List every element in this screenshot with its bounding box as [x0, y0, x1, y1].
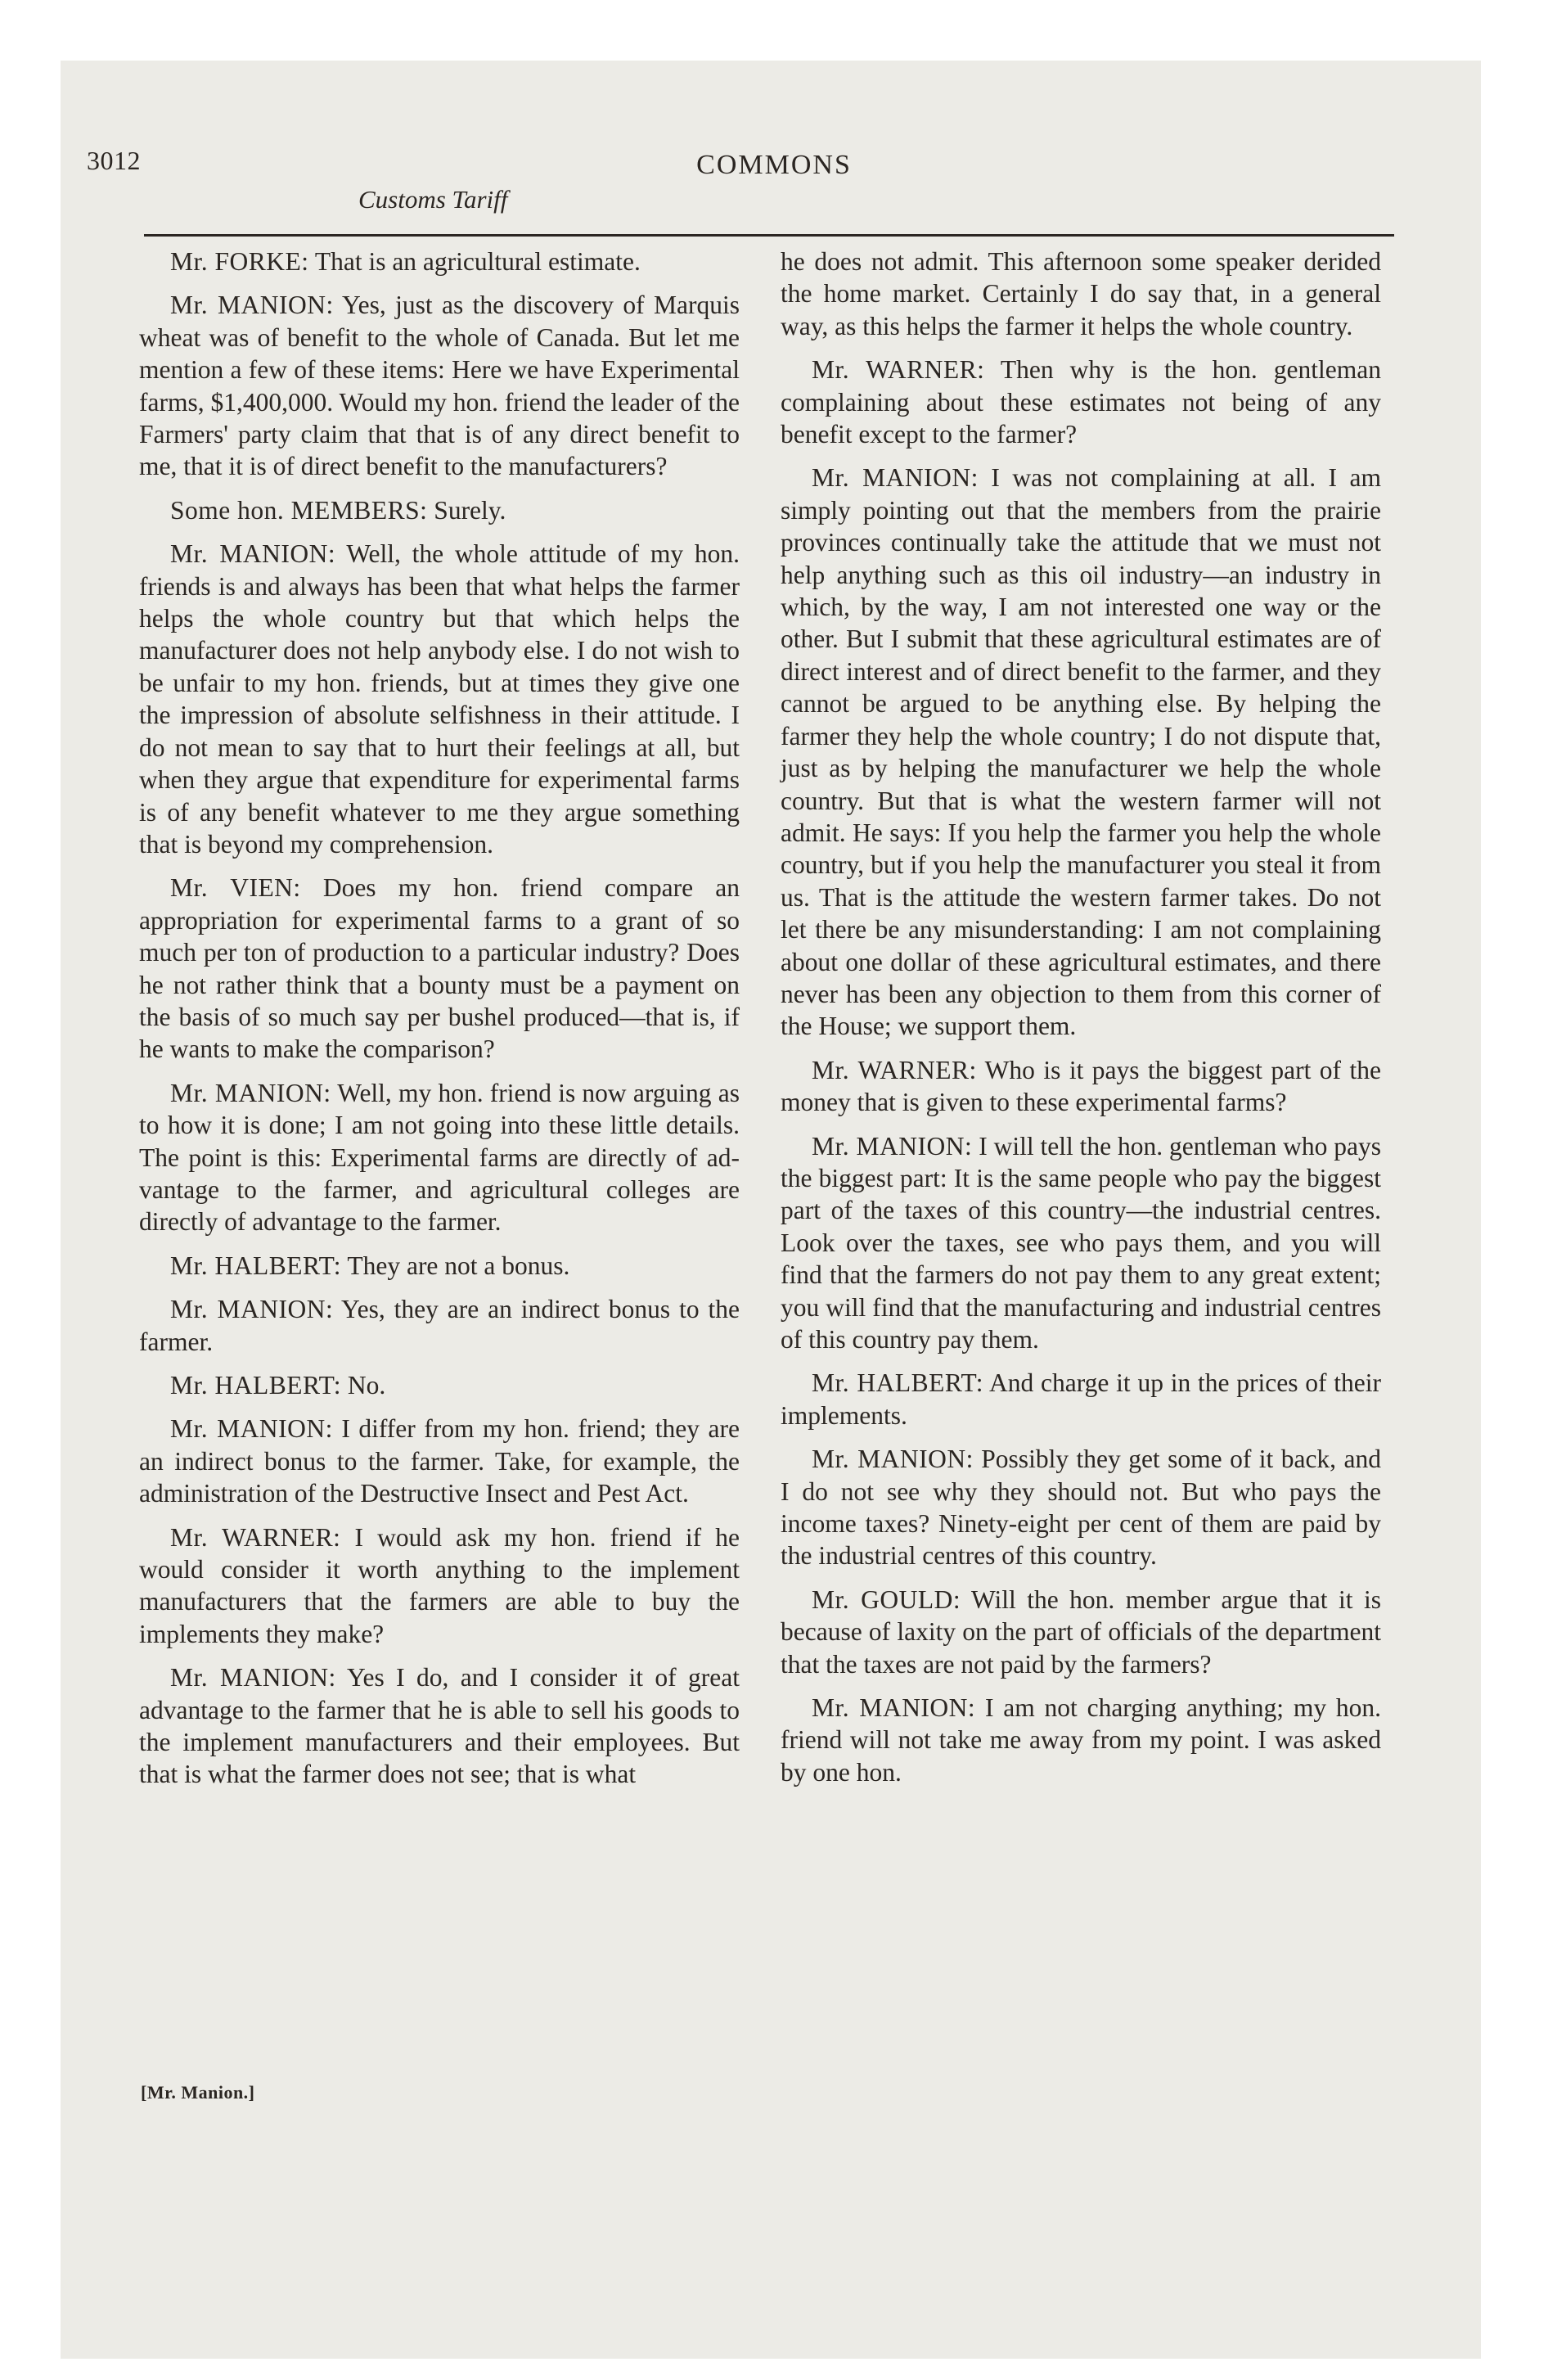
- speaker-name: Mr. MANION:: [170, 1663, 336, 1693]
- running-head: Customs Tariff: [358, 185, 508, 214]
- speaker-name: Mr. MANION:: [170, 1078, 331, 1107]
- speech-paragraph: [781, 1367, 1381, 1431]
- speech-text: Well, my hon. friend is now arguing as to how it is done; I am not going into these little details. The point is this: Experimental farms are directly of advantage to the farmer, and agricultural colleges are directly of advantage to the farmer.: [139, 1078, 740, 1237]
- speech-paragraph: [139, 1521, 740, 1651]
- footer-note: [Mr. Manion.]: [141, 2082, 255, 2103]
- speech-text: And charge it up in the prices of their implements.: [781, 1368, 1382, 1430]
- speech-paragraph: [139, 1661, 740, 1791]
- speech-text: I would ask my hon. friend if he would consider it worth anything to the implement manufacturers that the farmers are able to buy the implements they make?: [139, 1522, 740, 1648]
- speech-text: I will tell the hon. gentleman who pays the biggest part: It is the same people who pay the biggest part of the taxes of this country—the industrial centres. Look over the taxes, see who pays them, and you will find that the farmers do not pay them to any great extent; you will find that the manufacturing and industrial centres of this country pay them.: [781, 1131, 1381, 1354]
- speaker-name: Mr. MANION:: [170, 539, 336, 569]
- speech-text: I was not complaining at all. I am simply pointing out that the members from the prairie provinces continually take the attitude that we must not help anything such as this oil industry—an industry in which, by the way, I am not interested one way or the other. But I submit that these agricultural estimates are of direct interest and of direct benefit to the farmer, and they cannot be argued to be anything else. By helping the farmer they help the whole country; I do not dispute that, just as by helping the manufacturer we help the whole country. But that is what the western farmer will not admit. He says: If you help the farmer you help the whole country, but if you help the manufacturer you steal it from us. That is the attitude the western farmer takes. Do not let there be any misunderstanding: I am not complaining about one dollar of these agricultural estimates, and there never has been any objection to them from this corner of the House; we support them.: [781, 463, 1382, 1041]
- speech-paragraph: [781, 1692, 1381, 1788]
- speech-text: he does not admit. This afternoon some speaker derided the home market. Certainly I do say that, in a general way, as this helps the farmer it helps the whole country.: [781, 247, 1381, 340]
- speech-text: Will the hon. member argue that it is because of laxity on the part of officials of the department that the taxes are not paid by the farmers?: [781, 1584, 1382, 1679]
- speech-paragraph: [781, 1443, 1381, 1572]
- speech-text: Does my hon. friend compare an appropriation for experimental farms to a grant of so much per ton of production to a particular industry? Does he not rather think that a bounty must be a payment on the basis of so much say per bushel produced—that is, if he wants to make the comparison?: [139, 873, 740, 1064]
- speech-text: No.: [347, 1371, 386, 1400]
- speaker-name: Mr. HALBERT:: [170, 1251, 342, 1280]
- speaker-name: Mr. HALBERT:: [170, 1371, 342, 1400]
- speech-paragraph: [139, 1293, 740, 1358]
- speech-text: Yes, they are an indirect bonus to the farmer.: [139, 1295, 740, 1356]
- speech-paragraph: [139, 1413, 740, 1509]
- speech-text: Well, the whole attitude of my hon. friends is and always has been that what helps the farmer helps the whole country but that which helps the manufacturer does not help anybody else. I do not wish to be unfair to my hon. friends, but at times they give one the impression of absolute selfishness in their attitude. I do not mean to say that to hurt their feelings at all, but when they argue that expenditure for experimental farms is of any benefit whatever to me they argue something that is beyond my comprehension.: [139, 539, 740, 859]
- speaker-name: Mr. FORKE:: [170, 247, 309, 276]
- speaker-name: Mr. MANION:: [812, 1131, 973, 1161]
- speaker-name: Mr. GOULD:: [812, 1584, 961, 1614]
- speaker-name: Mr. HALBERT:: [812, 1368, 983, 1398]
- speech-paragraph: [139, 246, 740, 277]
- speech-text: Then why is the hon. gentleman complaining about these estimates not being of any benefit except to the farmer?: [781, 355, 1381, 449]
- speech-text: Surely.: [434, 495, 506, 525]
- right-column: [781, 246, 1381, 1800]
- speech-paragraph: [139, 1077, 740, 1238]
- speaker-name: Some hon. MEMBERS:: [170, 495, 428, 525]
- speech-paragraph: [139, 872, 740, 1065]
- speech-paragraph: [139, 1250, 740, 1282]
- speech-text: I am not charging anything; my hon. friend will not take me away from my point. I was asked by one hon.: [781, 1693, 1381, 1787]
- speaker-name: Mr. MANION:: [812, 463, 979, 493]
- speech-text: That is an agricultural estimate.: [314, 247, 641, 276]
- speaker-name: Mr. MANION:: [170, 291, 334, 320]
- speaker-name: Mr. MANION:: [812, 1693, 976, 1723]
- speech-paragraph: [781, 462, 1381, 1042]
- header-rule: [144, 234, 1394, 237]
- speaker-name: Mr. MANION:: [812, 1445, 974, 1474]
- speech-paragraph: [139, 289, 740, 482]
- left-column: [139, 246, 740, 1802]
- speaker-name: Mr. MANION:: [170, 1414, 333, 1444]
- speaker-name: Mr. MANION:: [170, 1295, 334, 1324]
- page-title: COMMONS: [696, 150, 852, 180]
- speech-text: Who is it pays the biggest part of the money that is given to these experimental farms?: [781, 1055, 1381, 1117]
- page-number: 3012: [87, 146, 141, 175]
- speech-paragraph: [781, 1584, 1381, 1680]
- speech-paragraph: [781, 1130, 1381, 1356]
- speech-paragraph: [139, 538, 740, 860]
- speaker-name: Mr. WARNER:: [812, 1055, 977, 1084]
- speech-text: Possibly they get some of it back, and I do not see why they should not. But who pays the income taxes? Ninety-eight per cent of them are paid by the industrial centres of this country.: [781, 1445, 1381, 1571]
- speech-paragraph: [781, 246, 1381, 342]
- speech-text: Yes I do, and I consider it of great advantage to the farmer that he is able to sell his goods to the implement manufacturers and their employees. But that is what the farmer does not see; that is what: [139, 1663, 740, 1789]
- speaker-name: Mr. WARNER:: [170, 1522, 341, 1552]
- speech-paragraph: [139, 494, 740, 526]
- speech-paragraph: [139, 1369, 740, 1401]
- speaker-name: Mr. WARNER:: [812, 355, 985, 385]
- speech-text: They are not a bonus.: [347, 1251, 570, 1280]
- speaker-name: Mr. VIEN:: [170, 873, 301, 903]
- speech-paragraph: [781, 1054, 1381, 1119]
- speech-text: Yes, just as the discovery of Marquis wheat was of benefit to the whole of Canada. But let me mention a few of these items: Here we have Experimental farms, $1,400,000. Would my hon. friend the leader of the Farmers' party claim that that is of any direct benefit to me, that it is of direct benefit to the manufacturers?: [139, 291, 740, 481]
- speech-paragraph: [781, 354, 1381, 450]
- speech-text: I differ from my hon. friend; they are an indirect bonus to the farmer. Take, for example, the administration of the Destructive Insect and Pest Act.: [139, 1414, 740, 1508]
